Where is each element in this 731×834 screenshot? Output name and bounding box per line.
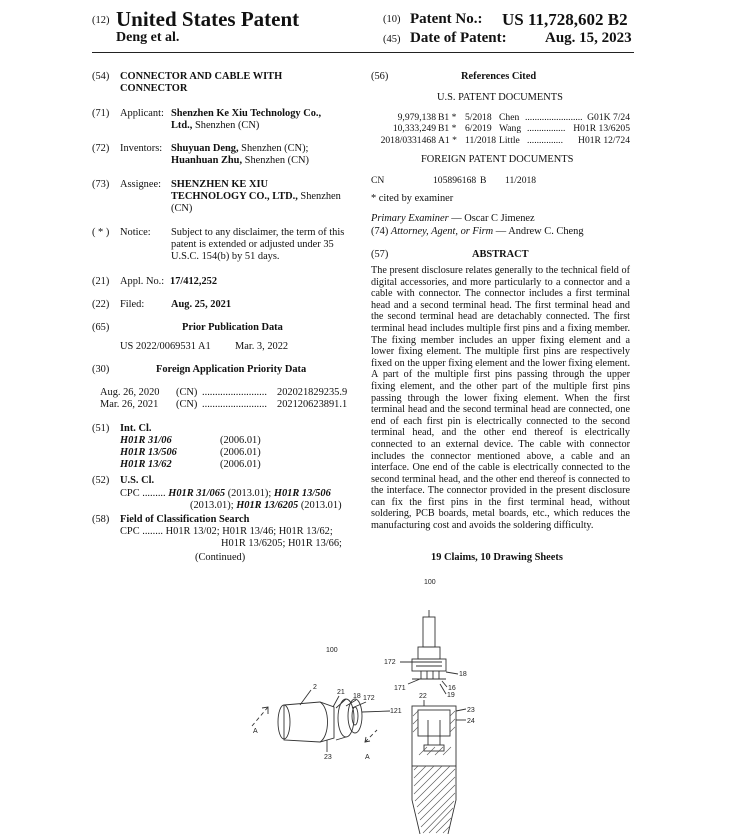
foreign-priority-heading: Foreign Application Priority Data <box>156 364 307 375</box>
code-12: (12) <box>92 15 110 26</box>
attorney-label: Attorney, Agent, or Firm <box>390 226 494 237</box>
section-hatching <box>413 711 455 833</box>
section-a-right: A <box>365 754 370 761</box>
priority-row-1 <box>100 387 159 399</box>
us-cl-class: H01R 13/6205 <box>236 500 299 511</box>
notice-line3: U.S.C. 154(b) by 51 days. <box>171 251 280 262</box>
filed-label: Filed: <box>120 299 145 310</box>
doc-date: 6/2019 <box>465 123 492 135</box>
inventor1-location: Shenzhen (CN); <box>238 143 309 154</box>
label-24: 24 <box>467 718 475 725</box>
date-label: Date of Patent: <box>410 30 507 46</box>
doc-country: CN <box>371 175 385 186</box>
invention-title <box>120 71 282 95</box>
doc-kind: B1 * <box>438 112 457 123</box>
int-cl-class: H01R 31/06 <box>120 435 172 446</box>
claims-summary: 19 Claims, 10 Drawing Sheets <box>431 552 563 563</box>
code-74: (74) <box>371 226 389 237</box>
code-73: (73) <box>92 179 110 190</box>
label-121: 121 <box>390 708 402 715</box>
doc-number: 105896168 <box>433 175 477 186</box>
us-cl-version: (2013.01); <box>190 500 234 511</box>
us-docs-heading: U.S. PATENT DOCUMENTS <box>437 92 563 103</box>
notice-label: Notice: <box>120 227 151 238</box>
field-search-label: Field of Classification Search <box>120 514 250 525</box>
doc-date: 11/2018 <box>465 134 497 146</box>
code-65: (65) <box>92 322 110 333</box>
attorney-name: — Andrew C. Cheng <box>493 226 584 237</box>
int-cl-version: (2006.01) <box>220 447 261 458</box>
label-16: 16 <box>448 685 456 692</box>
code-54: (54) <box>92 71 110 82</box>
applicant-line2-rest: Shenzhen (CN) <box>192 120 260 131</box>
priority-dots: ......................... <box>202 387 267 398</box>
assignee-line2-rest: Shenzhen <box>297 191 341 202</box>
code-57: (57) <box>371 249 389 260</box>
doc-name: Little <box>499 134 520 146</box>
label-172-left: 172 <box>363 695 375 702</box>
doc-kind: B <box>480 175 487 186</box>
abstract-body: The present disclosure relates generally to the technical field of digital accessories, and more particularly to a connector and a cable with connector. The connector includes a first terminal head and a second terminal head. The first terminal head and the second terminal head are detachably connected. The first terminal head includes multiple first pins and a fixing member. The fixing member includes an upper fixing element and a lower fixing element. The multiple first pins are respectively fixed on the upper fixing element and the lower fixing element. A part of the multiple first pins passing through the upper fixing element, and the other part of the multiple first pins passing through the lower fixing element. When the first terminal head and the second terminal head are connected, one end of each first pin is electrically connected to the second terminal head, and the other end thereof is electrically connected to an external device. The cable with connector includes the connector mentioned above, a cable and an interface. One end of the cable is electrically connected to the second terminal head, and the other end thereof is connected to the interface. The connector provided in the present disclosure can fix the first pins in the first terminal head, without soldering, PCB boards, metal boards, etc., which reduces the manufacturing cost and avoids the soldering difficulty. <box>371 265 630 532</box>
code-71: (71) <box>92 108 110 119</box>
code-notice: ( * ) <box>92 227 110 238</box>
inventor2-name: Huanhuan Zhu, <box>171 155 243 166</box>
label-2: 2 <box>313 684 317 691</box>
terminal-head-top-view <box>412 610 446 679</box>
applicant-label: Applicant: <box>120 108 164 119</box>
label-18-left: 18 <box>353 693 361 700</box>
doc-class: G01K 7/24 <box>587 112 630 123</box>
int-cl-version: (2006.01) <box>220 435 261 446</box>
priority-dots: ......................... <box>202 399 267 410</box>
notice-value <box>171 227 351 263</box>
priority-cc: (CN) <box>176 387 198 398</box>
us-cl-version: (2013.01) <box>298 500 342 511</box>
code-52: (52) <box>92 475 110 486</box>
patent-number: US 11,728,602 B2 <box>502 10 628 29</box>
references-heading: References Cited <box>461 71 537 82</box>
doc-name: Wang <box>499 123 522 135</box>
code-30: (30) <box>92 364 110 375</box>
doc-name: Chen <box>499 112 520 123</box>
us-doc-row <box>372 135 634 146</box>
applicant-line1: Shenzhen Ke Xiu Technology Co., <box>171 108 322 119</box>
doc-kind: B1 * <box>438 123 457 135</box>
header-rule <box>92 52 634 53</box>
label-172-top: 172 <box>384 659 396 666</box>
assignee-value <box>171 179 341 215</box>
assignee-line1: SHENZHEN KE XIU <box>171 179 269 190</box>
assignee-line3: (CN) <box>171 203 193 214</box>
priority-date: Mar. 26, 2021 <box>100 399 159 410</box>
invention-title-line1: CONNECTOR AND CABLE WITH <box>120 71 283 82</box>
abstract-heading: ABSTRACT <box>472 249 529 260</box>
appl-no-label: Appl. No.: <box>120 276 165 287</box>
connector-perspective-view <box>278 699 362 742</box>
label-23-right: 23 <box>467 707 475 714</box>
int-cl-version: (2006.01) <box>220 459 261 470</box>
code-21: (21) <box>92 276 110 287</box>
priority-row-2 <box>100 399 158 411</box>
priority-number: 202021829235.9 <box>277 387 348 398</box>
code-45: (45) <box>383 34 401 45</box>
doc-date: 11/2018 <box>505 175 537 186</box>
patent-no-label: Patent No.: <box>410 11 483 27</box>
applicant-line2-bold: Ltd., <box>171 120 193 131</box>
label-23-left: 23 <box>324 754 332 761</box>
inventors-value <box>171 143 309 167</box>
figure-label-top: 100 <box>424 579 436 586</box>
field-search-line2: H01R 13/6205; H01R 13/66; <box>221 538 342 549</box>
us-doc-row <box>372 123 634 134</box>
prior-pub-heading: Prior Publication Data <box>182 322 283 333</box>
assignee-line2-bold: TECHNOLOGY CO., LTD., <box>171 191 298 202</box>
figure-label-left: 100 <box>326 647 338 654</box>
inventor2-location: Shenzhen (CN) <box>242 155 310 166</box>
label-18-top: 18 <box>459 671 467 678</box>
doc-dots: ........................ <box>525 112 583 123</box>
label-171: 171 <box>394 685 406 692</box>
int-cl-class: H01R 13/506 <box>120 447 177 458</box>
field-search-line1: CPC ........ H01R 13/02; H01R 13/46; H01R 13/62; <box>120 526 333 537</box>
patent-date: Aug. 15, 2023 <box>545 30 632 46</box>
doc-date: 5/2018 <box>465 112 492 123</box>
us-cl-class: H01R 13/506 <box>273 488 331 499</box>
us-cl-class: H01R 31/065 <box>168 488 226 499</box>
inventors-label: Inventors: <box>120 143 163 154</box>
patent-drawing <box>0 570 731 834</box>
doc-dots: ............... <box>527 134 563 146</box>
foreign-docs-heading: FOREIGN PATENT DOCUMENTS <box>421 154 574 165</box>
applicant-value <box>171 108 321 132</box>
us-cl-label: U.S. Cl. <box>120 475 155 486</box>
foreign-docs-table <box>371 175 633 186</box>
code-10: (10) <box>383 14 401 25</box>
examiner-name: — Oscar C Jimenez <box>448 213 535 224</box>
priority-cc: (CN) <box>176 399 198 410</box>
us-doc-row <box>372 112 634 123</box>
priority-date: Aug. 26, 2020 <box>100 387 160 398</box>
patent-title: United States Patent <box>116 7 300 31</box>
doc-number: 9,979,138 <box>397 112 436 123</box>
us-cl-line1 <box>120 488 331 500</box>
connector-section-view <box>412 706 456 834</box>
foreign-doc-row <box>371 175 633 186</box>
doc-dots: ................ <box>527 123 566 135</box>
continued-note: (Continued) <box>195 552 246 563</box>
inventor-short: Deng et al. <box>116 30 180 45</box>
code-72: (72) <box>92 143 110 154</box>
examiner-label: Primary Examiner <box>371 213 449 224</box>
doc-kind: A1 * <box>438 134 457 146</box>
prior-pub-number: US 2022/0069531 A1 <box>120 341 211 352</box>
inventor1-name: Shuyuan Deng, <box>171 143 239 154</box>
us-cl-line2 <box>190 500 342 512</box>
int-cl-label: Int. Cl. <box>120 423 152 434</box>
label-19: 19 <box>447 692 455 699</box>
doc-class: H01R 13/6205 <box>573 123 630 135</box>
doc-number: 2018/0331468 <box>380 134 436 146</box>
priority-number: 202120623891.1 <box>277 399 348 410</box>
label-22: 22 <box>419 693 427 700</box>
us-cl-version: (2013.01); <box>225 488 272 499</box>
us-cl-cpc: CPC ......... <box>120 488 166 499</box>
primary-examiner <box>371 213 535 225</box>
attorney-line <box>371 226 584 238</box>
us-docs-table <box>372 112 634 146</box>
assignee-label: Assignee: <box>120 179 161 190</box>
section-a-left: A <box>253 728 258 735</box>
filed-value: Aug. 25, 2021 <box>171 299 232 310</box>
doc-class: H01R 12/724 <box>578 134 630 146</box>
prior-pub-date: Mar. 3, 2022 <box>235 341 289 352</box>
code-22: (22) <box>92 299 110 310</box>
code-56: (56) <box>371 71 389 82</box>
int-cl-class: H01R 13/62 <box>120 459 172 470</box>
code-58: (58) <box>92 514 110 525</box>
cited-by-examiner: * cited by examiner <box>371 193 454 204</box>
doc-number: 10,333,249 <box>392 123 436 135</box>
notice-line2: patent is extended or adjusted under 35 <box>171 239 334 250</box>
code-51: (51) <box>92 423 110 434</box>
notice-line1: Subject to any disclaimer, the term of this <box>171 227 345 238</box>
invention-title-line2: CONNECTOR <box>120 83 188 94</box>
label-21: 21 <box>337 689 345 696</box>
appl-no-value: 17/412,252 <box>170 276 218 287</box>
